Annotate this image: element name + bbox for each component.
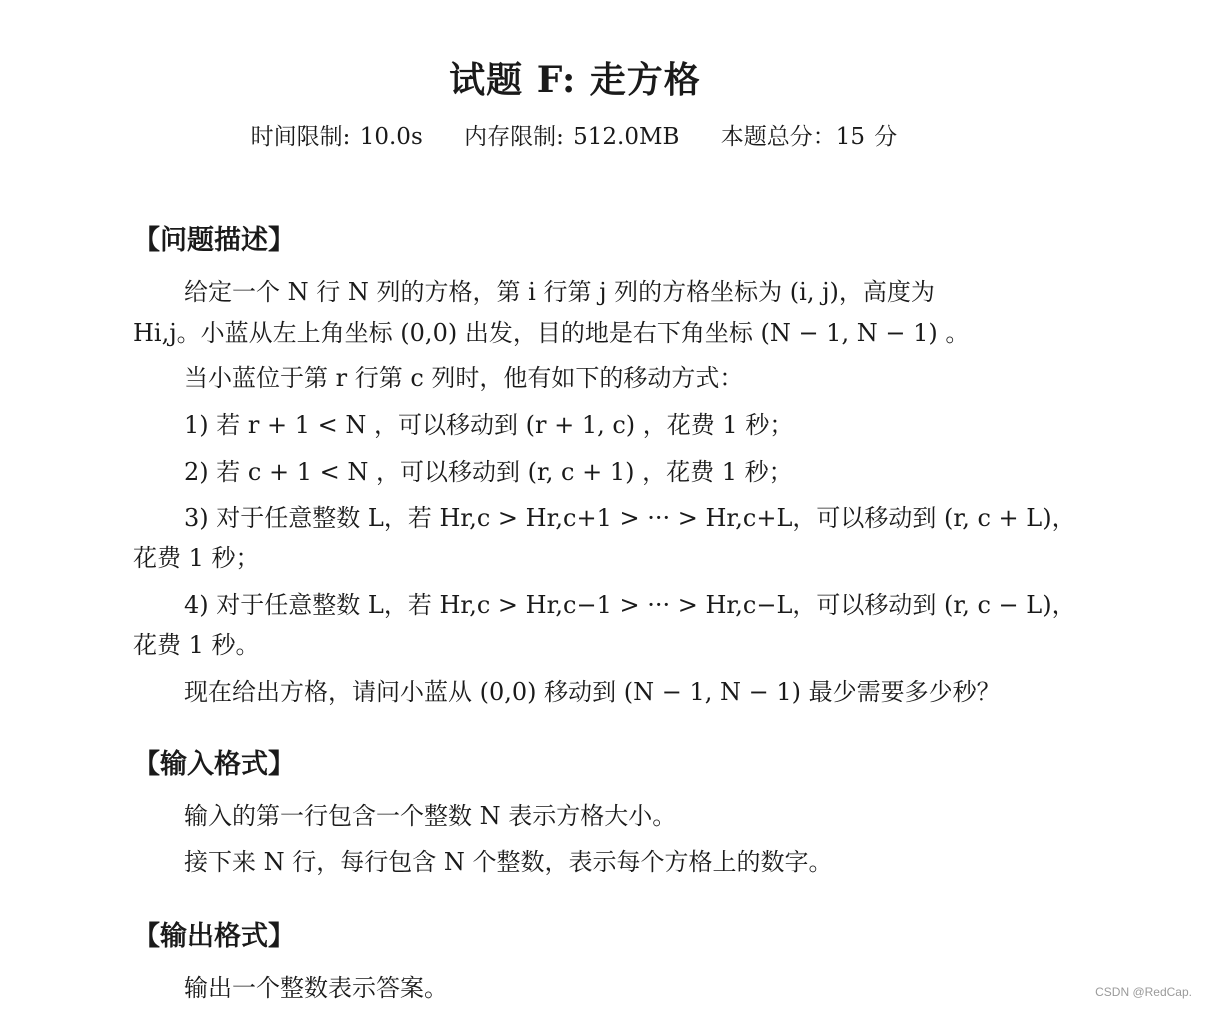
problem-line: 当小蓝位于第 r 行第 c 列时，他有如下的移动方式：	[184, 364, 744, 392]
output-heading: 【输出格式】	[133, 921, 295, 952]
input-line: 接下来 N 行，每行包含 N 个整数，表示每个方格上的数字。	[184, 848, 833, 876]
problem-line: 给定一个 N 行 N 列的方格，第 i 行第 j 列的方格坐标为 (i, j)，高度为	[184, 278, 935, 306]
input-heading: 【输入格式】	[133, 749, 295, 780]
total-score: 本题总分：15 分	[720, 124, 898, 150]
time-limit: 时间限制: 10.0s	[250, 124, 423, 150]
problem-line: Hi,j。小蓝从左上角坐标 (0,0) 出发，目的地是右下角坐标 (N − 1, N − 1) 。	[133, 319, 970, 347]
movement-rule-3-cont: 花费 1 秒；	[133, 544, 260, 572]
memory-limit: 内存限制: 512.0MB	[464, 124, 680, 150]
limits-bar	[0, 118, 1148, 151]
problem-heading: 【问题描述】	[133, 225, 295, 256]
movement-rule-1: 1) 若 r + 1 < N ，可以移动到 (r + 1, c) ，花费 1 秒；	[184, 411, 794, 439]
movement-rule-3: 3) 对于任意整数 L，若 Hr,c > Hr,c+1 > ··· > Hr,c+L，可以移动到 (r, c + L)，	[184, 504, 1076, 532]
watermark: CSDN @RedCap.	[1095, 985, 1192, 999]
movement-rule-4: 4) 对于任意整数 L，若 Hr,c > Hr,c−1 > ··· > Hr,c−L，可以移动到 (r, c − L)，	[184, 591, 1076, 619]
input-line: 输入的第一行包含一个整数 N 表示方格大小。	[184, 802, 677, 830]
problem-title: 试题 F: 走方格	[449, 59, 701, 101]
movement-rule-2: 2) 若 c + 1 < N ，可以移动到 (r, c + 1) ，花费 1 秒；	[184, 458, 793, 486]
output-line: 输出一个整数表示答案。	[184, 974, 448, 1002]
movement-rule-4-cont: 花费 1 秒。	[133, 631, 260, 659]
problem-question: 现在给出方格，请问小蓝从 (0,0) 移动到 (N − 1, N − 1) 最少需要多少秒？	[184, 678, 1001, 706]
